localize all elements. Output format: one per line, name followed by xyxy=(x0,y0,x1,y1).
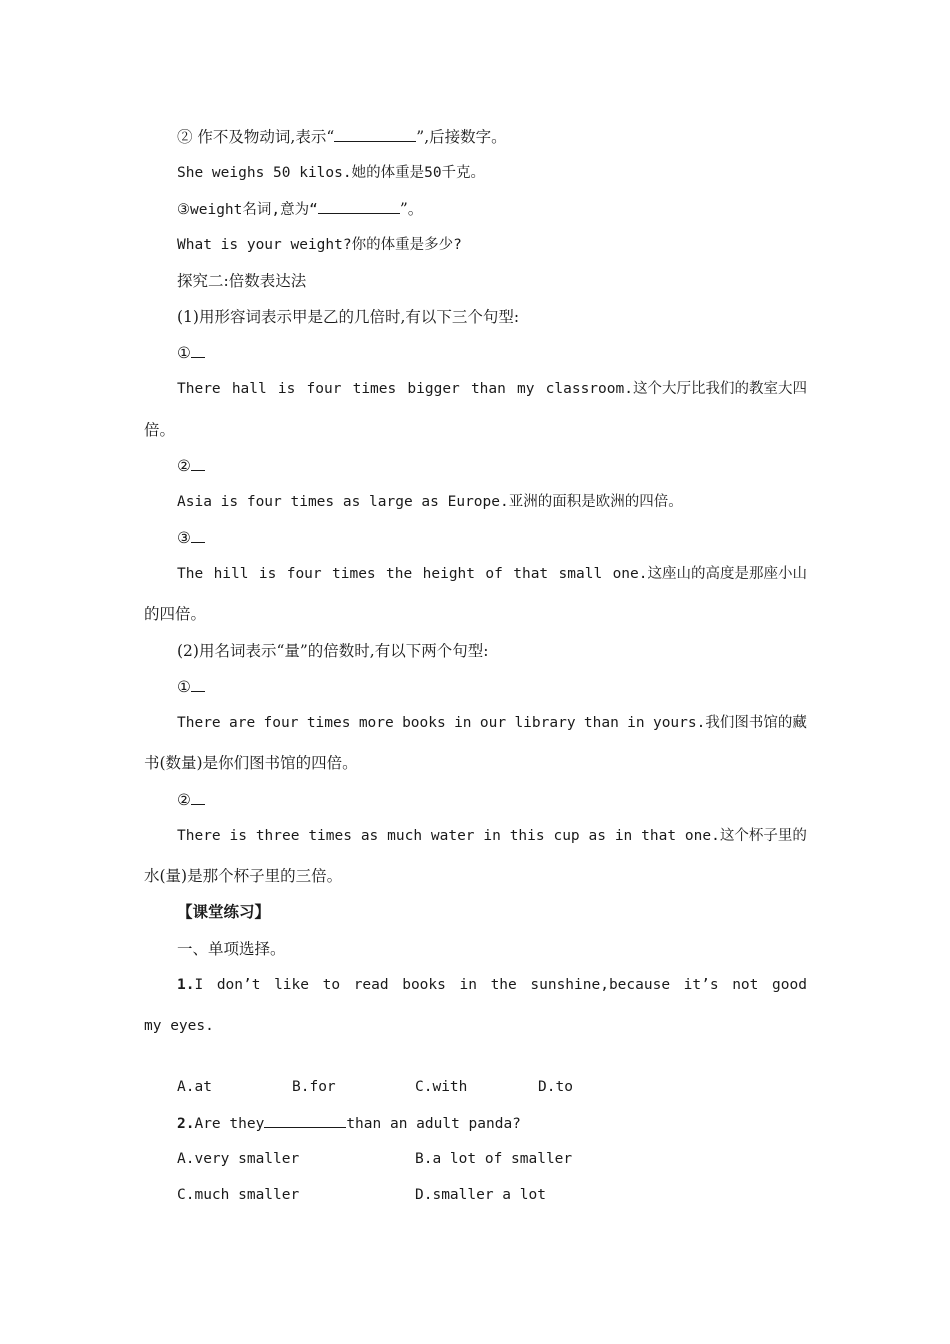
word: not xyxy=(732,977,759,993)
word: three xyxy=(255,828,300,844)
pattern-number: ② xyxy=(177,791,191,809)
question-number: 2. xyxy=(177,1116,195,1132)
word: in xyxy=(483,828,501,844)
example-continuation: 水(量)是那个杯子里的三倍。 xyxy=(144,867,343,885)
word: four xyxy=(306,381,342,397)
answer-blank xyxy=(191,528,205,543)
word: times xyxy=(332,566,376,582)
word: times xyxy=(352,381,397,397)
word: times xyxy=(306,715,351,731)
word: that xyxy=(641,828,677,844)
pattern-item xyxy=(177,343,205,363)
word: in xyxy=(614,828,633,844)
word: to xyxy=(322,977,341,993)
option-a: A.very smaller xyxy=(177,1151,300,1167)
question-1 xyxy=(177,975,807,995)
word: like xyxy=(274,977,309,993)
answer-blank xyxy=(191,677,205,692)
word: good xyxy=(772,977,807,993)
section-heading: 探究二:倍数表达法 xyxy=(177,272,307,290)
word: the xyxy=(386,566,413,582)
option-b: B.a lot of smaller xyxy=(415,1151,573,1167)
word: don’t xyxy=(216,977,261,993)
word: is xyxy=(229,828,247,844)
word: books xyxy=(402,977,446,993)
option-a: A.at xyxy=(177,1079,212,1095)
text-segment: ② 作不及物动词,表示“ xyxy=(177,128,335,146)
answer-blank xyxy=(191,343,205,358)
rule-heading: (2)用名词表示“量”的倍数时,有以下两个句型: xyxy=(177,642,489,660)
text-line xyxy=(177,199,423,220)
word: There xyxy=(177,381,221,397)
answer-blank xyxy=(191,456,205,471)
word: my xyxy=(517,381,535,397)
pattern-item xyxy=(177,790,205,810)
text-segment: ”。 xyxy=(399,200,424,218)
word: The xyxy=(177,566,204,582)
word: I xyxy=(194,977,204,993)
word: than xyxy=(470,381,506,397)
option-d: D.smaller a lot xyxy=(415,1187,546,1203)
question-2 xyxy=(177,1113,521,1134)
text-segment: ”,后接数字。 xyxy=(416,128,507,146)
pattern-number: ③ xyxy=(177,529,191,547)
word: more xyxy=(358,715,394,731)
word: four xyxy=(263,715,299,731)
word: height xyxy=(422,566,476,582)
word: There xyxy=(177,828,221,844)
word: is xyxy=(277,381,296,397)
word: in xyxy=(459,977,477,993)
word: is xyxy=(258,566,277,582)
pattern-item xyxy=(177,528,205,548)
option-b: B.for xyxy=(292,1079,336,1095)
exercise-part-title: 一、单项选择。 xyxy=(177,940,286,958)
word: one.这个杯子里的 xyxy=(684,828,807,844)
word: than xyxy=(583,715,619,731)
answer-blank xyxy=(191,790,205,805)
word: the xyxy=(490,977,517,993)
word: read xyxy=(353,977,389,993)
example-sentence: What is your weight?你的体重是多少? xyxy=(177,237,462,253)
word: yours.我们图书馆的藏 xyxy=(652,715,807,731)
question-text: Are they xyxy=(194,1116,265,1132)
word: books xyxy=(402,715,446,731)
pattern-number: ① xyxy=(177,678,191,696)
word: library xyxy=(514,715,576,731)
word: bigger xyxy=(407,381,460,397)
word: hill xyxy=(213,566,249,582)
word: sunshine,because xyxy=(530,977,671,993)
option-c: C.much smaller xyxy=(177,1187,300,1203)
word: it’s xyxy=(683,977,719,993)
rule-heading: (1)用形容词表示甲是乙的几倍时,有以下三个句型: xyxy=(177,308,520,326)
example-continuation: 书(数量)是你们图书馆的四倍。 xyxy=(144,754,358,772)
word: in xyxy=(627,715,645,731)
word: classroom.这个大厅比我们的教室大四 xyxy=(545,381,807,397)
example-continuation: 倍。 xyxy=(144,421,176,439)
example-sentence: Asia is four times as large as Europe.亚洲的面积是欧洲的四倍。 xyxy=(177,494,683,510)
word: times xyxy=(308,828,352,844)
word: There xyxy=(177,715,221,731)
example-continuation: 的四倍。 xyxy=(144,605,207,623)
option-c: C.with xyxy=(415,1079,468,1095)
question-continuation: my eyes. xyxy=(144,1018,214,1034)
word: of xyxy=(485,566,503,582)
word: hall xyxy=(231,381,267,397)
example-sentence xyxy=(177,826,807,846)
word-group xyxy=(177,975,203,995)
word: our xyxy=(479,715,507,731)
text-segment: ③weight名词,意为“ xyxy=(177,202,318,218)
pattern-number: ① xyxy=(177,344,191,362)
example-sentence xyxy=(177,379,807,399)
pattern-number: ② xyxy=(177,457,191,475)
exercise-section-title: 【课堂练习】 xyxy=(177,902,271,921)
word: this xyxy=(509,828,545,844)
word: small xyxy=(558,566,603,582)
question-text: than an adult panda? xyxy=(346,1116,521,1132)
word: as xyxy=(360,828,379,844)
word: one.这座山的高度是那座小山 xyxy=(612,566,807,582)
word: cup xyxy=(553,828,580,844)
answer-blank xyxy=(264,1113,346,1128)
word: water xyxy=(430,828,475,844)
word: in xyxy=(454,715,472,731)
answer-blank xyxy=(334,127,416,142)
answer-blank xyxy=(318,199,400,214)
word: that xyxy=(513,566,549,582)
example-sentence xyxy=(177,564,807,584)
word: four xyxy=(286,566,322,582)
word: as xyxy=(588,828,606,844)
word: much xyxy=(387,828,423,844)
pattern-item xyxy=(177,456,205,476)
pattern-item xyxy=(177,677,205,697)
example-sentence: She weighs 50 kilos.她的体重是50千克。 xyxy=(177,165,486,181)
question-number: 1. xyxy=(177,977,195,993)
example-sentence xyxy=(177,713,807,733)
option-d: D.to xyxy=(538,1079,573,1095)
word: are xyxy=(229,715,256,731)
text-line xyxy=(177,127,507,147)
